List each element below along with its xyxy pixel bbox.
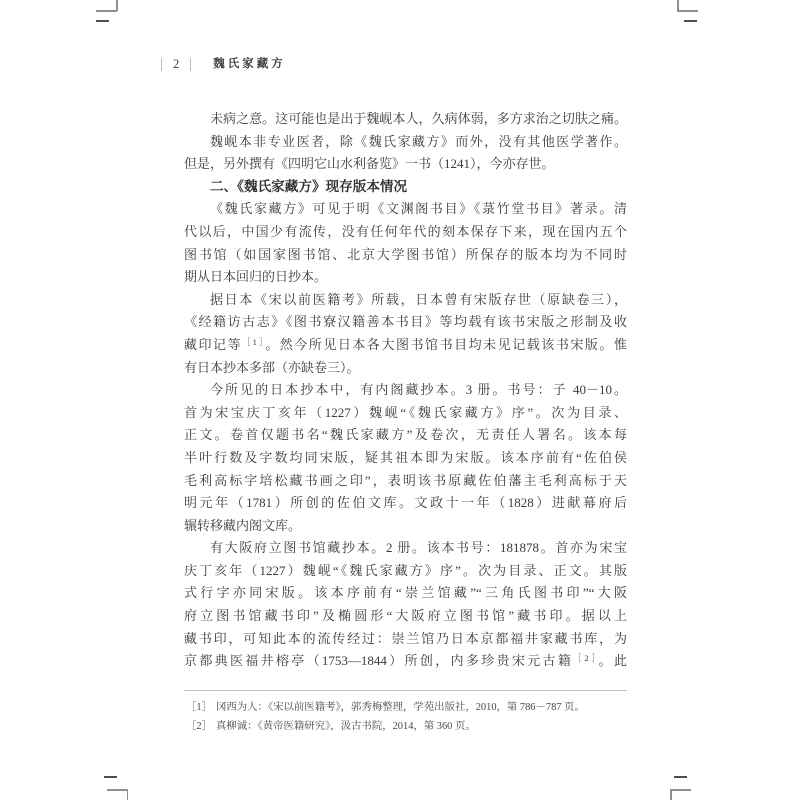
text-run: 但是，另外撰有《四明它山水利备览》一书（1241），今亦存世。	[184, 156, 555, 172]
text-run: 。此	[598, 653, 627, 669]
text-run: 毛利高标字培松藏书画之印”，表明该书原藏佐伯藩主毛利高标于天	[184, 472, 627, 488]
crop-mark-dash	[104, 776, 117, 778]
crop-mark-line	[96, 10, 117, 12]
footnote-item	[186, 699, 626, 718]
text-line	[184, 424, 627, 447]
text-run: 正文。卷首仅题书名“魏氏家藏方”及卷次，无责任人署名。该本每	[184, 427, 627, 443]
header-divider	[161, 58, 162, 71]
text-run: 式行字亦同宋版。该本序前有“崇兰馆藏”“三角氏图书印”“大阪	[184, 585, 627, 601]
text-run: 府立图书馆藏书印”及椭圆形“大阪府立图书馆”藏书印。据以上	[184, 608, 627, 624]
footnote-item	[186, 718, 626, 737]
text-line	[184, 402, 627, 425]
text-line	[184, 311, 627, 334]
footnote-ref: ［2］	[573, 653, 599, 664]
text-line	[184, 244, 627, 267]
crop-mark-line	[127, 789, 129, 800]
text-line	[184, 537, 627, 560]
footnotes	[186, 699, 626, 736]
text-run: 今所见的日本抄本中，有内阁藏抄本。3 册。书号：子 40－10。	[210, 382, 627, 398]
text-run: 二、《魏氏家藏方》现存版本情况	[210, 178, 408, 194]
section-heading	[184, 176, 627, 199]
footnote-text: 真柳诚：《黄帝医籍研究》，汲古书院，2014，第 360 页。	[215, 720, 476, 732]
text-line	[184, 492, 627, 515]
text-run: 据日本《宋以前医籍考》所载，日本曾有宋版存世（原缺卷三），	[210, 291, 627, 307]
text-run: 藏书印，可知此本的流传经过：崇兰馆乃日本京都福井家藏书库，为	[184, 630, 627, 646]
footnote-marker: ［2］	[186, 720, 212, 732]
crop-mark-line	[677, 10, 698, 12]
page-header	[161, 56, 286, 72]
text-run: 《魏氏家藏方》可见于明《文渊阁书目》《菉竹堂书目》著录。清	[210, 201, 627, 217]
crop-mark-dash	[684, 20, 697, 22]
text-line	[184, 108, 627, 131]
text-line	[184, 605, 627, 628]
text-line	[184, 379, 627, 402]
text-line	[184, 153, 627, 176]
text-run: 有大阪府立图书馆藏抄本。2 册。该本书号：181878。首亦为宋宝	[210, 540, 627, 556]
text-line	[184, 582, 627, 605]
text-line	[184, 266, 627, 289]
text-line	[184, 289, 627, 312]
text-run: 图书馆（如国家图书馆、北京大学图书馆）所保存的版本均为不同时	[184, 246, 627, 262]
crop-mark-dash	[674, 776, 687, 778]
page-number: 2	[173, 57, 180, 71]
text-line	[184, 221, 627, 244]
text-run: 代以后，中国少有流传，没有任何年代的刻本保存下来，现在国内五个	[184, 223, 627, 239]
crop-mark-line	[670, 789, 672, 800]
text-line	[184, 447, 627, 470]
text-line	[184, 628, 627, 651]
text-run: 明元年（1781）所创的佐伯文库。文政十一年（1828）进献幕府后	[184, 495, 627, 511]
footnote-text: 冈西为人：《宋以前医籍考》，郭秀梅整理，学苑出版社，2010，第 786－787 页。	[215, 702, 585, 713]
text-line	[184, 470, 627, 493]
text-line	[184, 334, 627, 357]
text-run: 庆丁亥年（1227）魏岘“《魏氏家藏方》序”。次为目录、正文。其版	[184, 562, 627, 578]
text-run: 期从日本回归的日抄本。	[184, 269, 328, 285]
crop-mark-dash	[96, 20, 109, 22]
text-line	[184, 560, 627, 583]
text-run: 半叶行数及字数均同宋版，疑其祖本即为宋版。该本序前有“佐伯侯	[184, 449, 627, 465]
text-run: 有日本抄本多部（亦缺卷三）。	[184, 359, 360, 375]
text-run: 未病之意。这可能也是出于魏岘本人，久病体弱，多方求治之切肤之痛。	[210, 111, 627, 126]
body-text	[184, 108, 627, 673]
text-run: 辗转移藏内阁文库。	[184, 517, 302, 533]
text-line	[184, 515, 627, 538]
book-title: 魏氏家藏方	[213, 58, 286, 70]
footnote-rule	[184, 690, 627, 691]
text-line	[184, 198, 627, 221]
text-line	[184, 357, 627, 380]
text-run: 《经籍访古志》《图书寮汉籍善本书目》等均载有该书宋版之形制及收	[184, 314, 627, 330]
crop-mark-line	[107, 789, 128, 791]
text-line	[184, 650, 627, 673]
footnote-marker: ［1］	[186, 702, 212, 713]
header-divider	[190, 58, 191, 71]
text-run: 京都典医福井榕亭（1753—1844）所创，内多珍贵宋元古籍	[184, 653, 574, 669]
footnote-ref: ［1］	[242, 336, 266, 347]
text-run: 藏印记等	[184, 336, 243, 352]
text-run: 。然今所见日本各大图书馆书目均未见记载该书宋版。惟	[265, 336, 627, 352]
text-run: 首为宋宝庆丁亥年（1227）魏岘“《魏氏家藏方》序”。次为目录、	[184, 404, 627, 420]
text-line	[184, 131, 627, 154]
crop-mark-line	[670, 789, 691, 791]
text-run: 魏岘本非专业医者，除《魏氏家藏方》而外，没有其他医学著作。	[210, 133, 627, 149]
